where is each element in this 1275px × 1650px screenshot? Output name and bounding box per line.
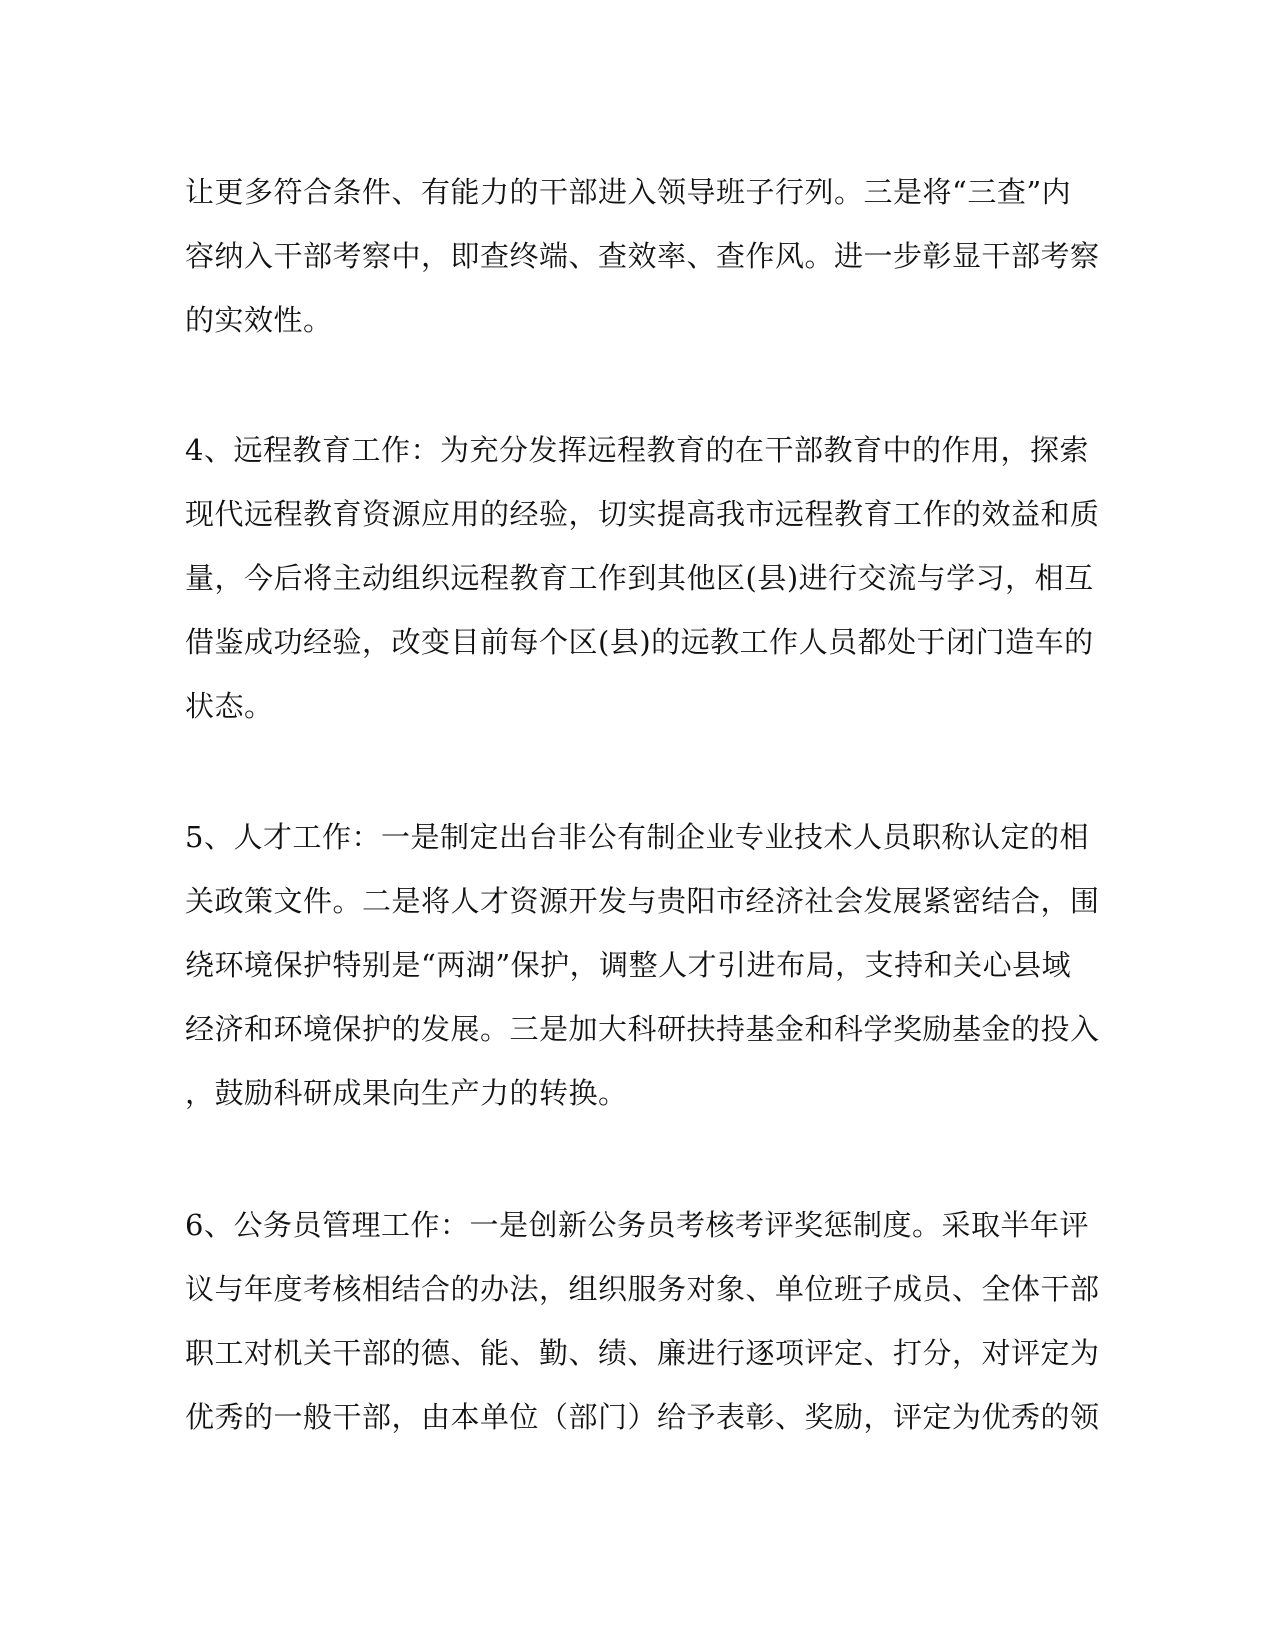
paragraph-cadre-inspection — [185, 160, 1100, 352]
paragraph-remote-education — [185, 418, 1100, 738]
text-line: 6、公务员管理工作：一是创新公务员考核考评奖惩制度。采取半年评 — [185, 1208, 1089, 1242]
text-line: 经济和环境保护的发展。三是加大科研扶持基金和科学奖励基金的投入 — [185, 1012, 1100, 1046]
paragraph-civil-servant-management — [185, 1193, 1100, 1449]
text-line: 容纳入干部考察中，即查终端、查效率、查作风。进一步彰显干部考察 — [185, 239, 1100, 273]
text-line: 绕环境保护特别是“两湖”保护，调整人才引进布局，支持和关心县域 — [185, 948, 1072, 982]
text-line: ，鼓励科研成果向生产力的转换。 — [185, 1076, 628, 1110]
text-line: 量，今后将主动组织远程教育工作到其他区(县)进行交流与学习，相互 — [185, 561, 1094, 595]
text-line: 让更多符合条件、有能力的干部进入领导班子行列。三是将“三查”内 — [185, 175, 1072, 209]
text-line: 状态。 — [185, 689, 274, 723]
text-line: 的实效性。 — [185, 303, 333, 337]
text-line: 5、人才工作：一是制定出台非公有制企业专业技术人员职称认定的相 — [185, 820, 1089, 854]
text-line: 职工对机关干部的德、能、勤、绩、廉进行逐项评定、打分，对评定为 — [185, 1336, 1100, 1370]
text-line: 现代远程教育资源应用的经验，切实提高我市远程教育工作的效益和质 — [185, 497, 1100, 531]
text-line: 关政策文件。二是将人才资源开发与贵阳市经济社会发展紧密结合，围 — [185, 884, 1100, 918]
text-line: 优秀的一般干部，由本单位（部门）给予表彰、奖励，评定为优秀的领 — [185, 1400, 1100, 1434]
text-line: 4、远程教育工作：为充分发挥远程教育的在干部教育中的作用，探索 — [185, 433, 1089, 467]
text-line: 议与年度考核相结合的办法，组织服务对象、单位班子成员、全体干部 — [185, 1272, 1100, 1306]
text-line: 借鉴成功经验，改变目前每个区(县)的远教工作人员都处于闭门造车的 — [185, 625, 1094, 659]
paragraph-talent-work — [185, 805, 1100, 1125]
